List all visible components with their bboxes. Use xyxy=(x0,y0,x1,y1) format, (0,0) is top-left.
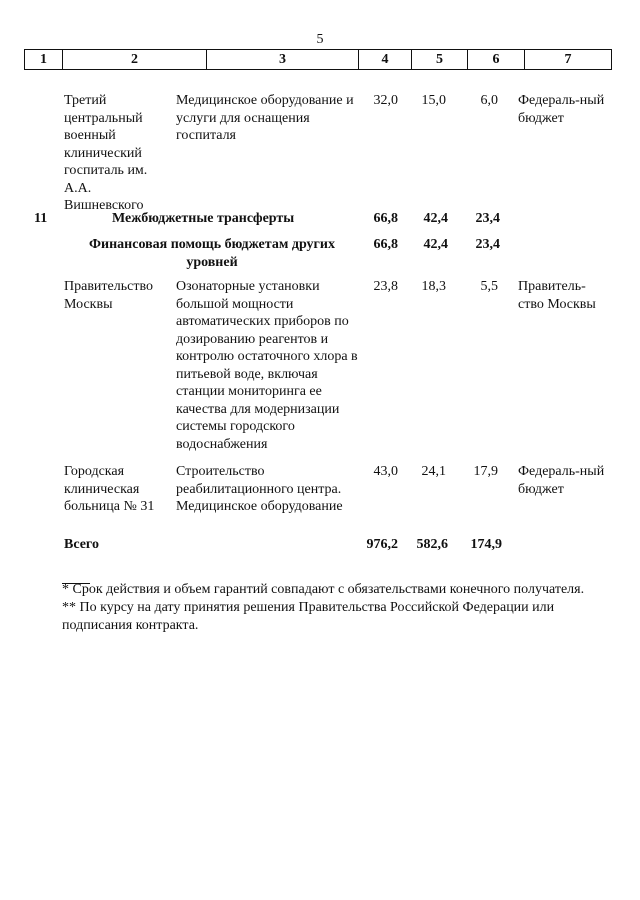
column-header-6: 6 xyxy=(468,50,525,70)
row-value-col4: 43,0 xyxy=(373,464,398,479)
row-source: Федераль-ный бюджет xyxy=(518,93,605,126)
page-number: 5 xyxy=(316,32,324,47)
row-purpose: Озонаторные установки большой мощности автоматических приборов по дозированию реагентов и контролю остаточного хлора в питьевой воде, включая станции мониторинга ее качества для модернизации системы городского водоснабжения xyxy=(176,279,358,452)
column-header-row xyxy=(24,49,612,70)
row-value-col4: 32,0 xyxy=(373,93,398,108)
row-recipient: Третий центральный военный клинический госпиталь им. А.А. Вишневского xyxy=(64,93,148,213)
row-purpose: Строительство реабилитационного центра. Медицинское оборудование xyxy=(176,464,343,514)
row-value-col5: 18,3 xyxy=(421,279,446,294)
section-value-col5: 42,4 xyxy=(423,211,448,226)
section-title: Межбюджетные трансферты xyxy=(112,211,295,226)
footnotes xyxy=(62,581,602,635)
total-value-col4: 976,2 xyxy=(366,537,398,552)
section-value-col6: 23,4 xyxy=(475,211,500,226)
row-source: Правитель-ство Москвы xyxy=(518,279,596,312)
footnote-1: * Срок действия и объем гарантий совпадают с обязательствами конечного получателя. xyxy=(62,582,585,597)
subsection-value-col4: 66,8 xyxy=(373,237,398,252)
column-header-4: 4 xyxy=(359,50,412,70)
subsection-title: Финансовая помощь бюджетам других уровней xyxy=(89,237,335,270)
subsection-value-col5: 42,4 xyxy=(423,237,448,252)
row-recipient: Правительство Москвы xyxy=(64,279,153,312)
subsection-value-col6: 23,4 xyxy=(475,237,500,252)
row-value-col5: 15,0 xyxy=(421,93,446,108)
row-recipient: Городская клиническая больница № 31 xyxy=(64,464,155,514)
column-header-2: 2 xyxy=(63,50,207,70)
row-value-col6: 5,5 xyxy=(480,279,498,294)
section-value-col4: 66,8 xyxy=(373,211,398,226)
row-value-col6: 6,0 xyxy=(480,93,498,108)
column-header-7: 7 xyxy=(525,50,612,70)
row-value-col6: 17,9 xyxy=(473,464,498,479)
row-purpose: Медицинское оборудование и услуги для оснащения госпиталя xyxy=(176,93,354,143)
total-value-col6: 174,9 xyxy=(470,537,502,552)
row-value-col5: 24,1 xyxy=(421,464,446,479)
row-value-col4: 23,8 xyxy=(373,279,398,294)
footnote-2: ** По курсу на дату принятия решения Правительства Российской Федерации или подписания контракта. xyxy=(62,600,555,633)
row-source: Федераль-ный бюджет xyxy=(518,464,605,497)
total-label: Всего xyxy=(64,537,99,552)
total-value-col5: 582,6 xyxy=(416,537,448,552)
column-header-1: 1 xyxy=(25,50,63,70)
column-header-3: 3 xyxy=(207,50,359,70)
column-header-5: 5 xyxy=(412,50,468,70)
section-number: 11 xyxy=(34,211,48,226)
